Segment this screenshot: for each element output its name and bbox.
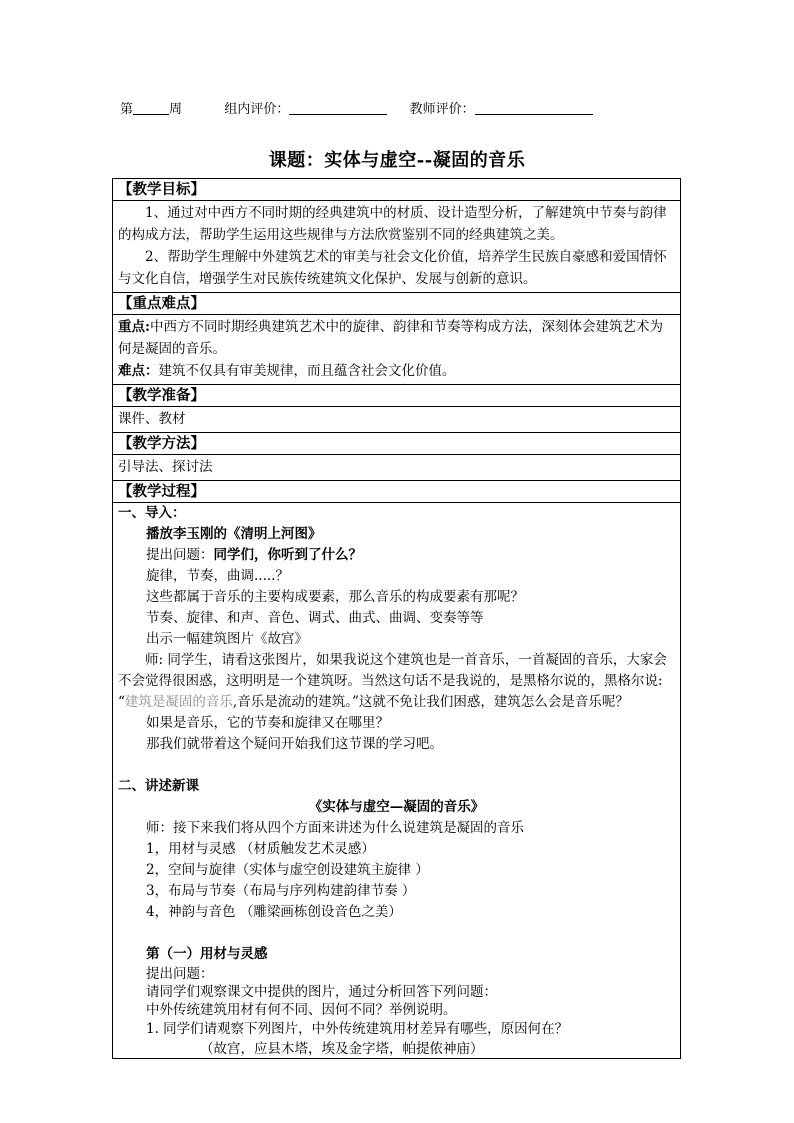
play-line: 播放李玉刚的《清明上河图》 [146,526,322,542]
intro-title: 一、导入： [118,505,186,521]
part1-title: 第（一）用材与灵感 [146,946,268,962]
preparation-heading: 【教学准备】 [113,385,680,407]
difficulty-text: 建筑不仅具有审美规律，而且蕴含社会文化价值。 [158,363,456,379]
methods-body: 引导法、探讨法 [113,455,680,481]
aspect-item: 2，空间与旋律（实体与虚空创设建筑主旋律 ） [146,862,429,878]
methods-heading: 【教学方法】 [113,433,680,455]
goals-heading: 【教学目标】 [113,179,680,201]
aspect-item: 4，神韵与音色 （雕梁画栋创设音色之美） [146,904,402,920]
teacher-text-1: 师: 同学生，请看这张图片，如果我说这个建筑也是一首音乐，一首凝固的音乐，大家会不会觉得很困惑，这明明是一个建筑呀。当然这句话不是我说的，是黑格尔说的，黑格尔说: “ [118,652,667,710]
goals-body [113,201,680,293]
week-suffix: 周 [169,102,183,117]
lesson-center-title: 《实体与虚空—凝固的音乐》 [308,799,485,815]
process-heading: 【教学过程】 [113,481,680,503]
week-prefix: 第 [120,102,134,117]
start-line: 那我们就带着这个疑问开始我们这节课的学习吧。 [146,736,443,752]
rhythm-line: 旋律，节奏，曲调.....？ [146,568,289,584]
key-text: 中西方不同时期经典建筑艺术中的旋律、韵律和节奏等构成方法，深刻体会建筑艺术为何是凝固的音乐。 [118,319,663,357]
if-music-line: 如果是音乐，它的节奏和旋律又在哪里？ [146,715,389,731]
difficulty-label: 难点： [118,363,159,379]
aspect-item: 1，用材与灵感 （材质触发艺术灵感） [146,841,375,857]
group-eval-label: 组内评价： [224,102,290,117]
elements-list: 节奏、旋律、和声、音色、调式、曲式、曲调、变奏等等 [146,610,484,626]
teacher-eval-label: 教师评价： [409,102,475,117]
key-label: 重点: [118,319,150,335]
week-blank[interactable] [133,114,169,115]
part1-item-1-examples: （故宫，应县木塔，埃及金字塔，帕提侬神庙） [200,1041,484,1057]
aspect-item: 3，布局与节奏（布局与序列构建韵律节奏 ） [146,883,416,899]
elements-line: 这些都属于音乐的主要构成要素，那么音乐的构成要素有那呢？ [146,589,524,605]
key-points-heading: 【重点难点】 [113,293,680,315]
show-image-line: 出示一幅建筑图片《故宫》 [146,631,308,647]
key-point [118,316,675,360]
teacher-paragraph [118,650,675,713]
group-eval-blank[interactable] [289,114,387,115]
teacher-eval-blank[interactable] [475,114,593,115]
part1-question-2: 中外传统建筑用材有何不同、因何不同？举例说明。 [146,1002,457,1018]
preparation-body: 课件、教材 [113,407,680,433]
evaluation-header [120,98,593,117]
goal-item: 1、通过对中西方不同时期的经典建筑中的材质、设计造型分析，了解建筑中节奏与韵律的构成方法，帮助学生运用这些规律与方法欣赏鉴别不同的经典建筑之美。 [118,205,667,243]
lesson-plan-table [112,178,681,1059]
part1-question-label: 提出问题： [146,966,214,982]
part1-question-1: 请同学们观察课文中提供的图片，通过分析回答下列问题： [146,984,497,1000]
hegel-quote: 建筑是凝固的音乐 [124,694,233,710]
goal-item: 2、帮助学生理解中外建筑艺术的审美与社会文化价值，培养学生民族自豪感和爱国情怀与文化自信，增强学生对民族传统建筑文化保护、发展与创新的意识。 [118,249,667,287]
part1-item-1: 1. 同学们请观察下列图片，中外传统建筑用材差异有哪些，原因何在？ [146,1021,569,1037]
teacher-intro: 师：接下来我们将从四个方面来讲述为什么说建筑是凝固的音乐 [146,820,524,836]
question-line [118,545,675,566]
page-title: 课题：实体与虚空--凝固的音乐 [268,150,526,171]
question-prefix: 提出问题： [146,547,214,563]
difficulty-point [118,360,675,382]
question-bold: 同学们，你听到了什么？ [213,547,362,563]
teacher-text-2: ,音乐是流动的建筑。”这就不免让我们困惑，建筑怎么会是音乐呢？ [232,694,629,710]
key-points-body [113,315,680,385]
new-lesson-title: 二、讲述新课 [118,778,199,794]
process-body [113,503,680,1058]
